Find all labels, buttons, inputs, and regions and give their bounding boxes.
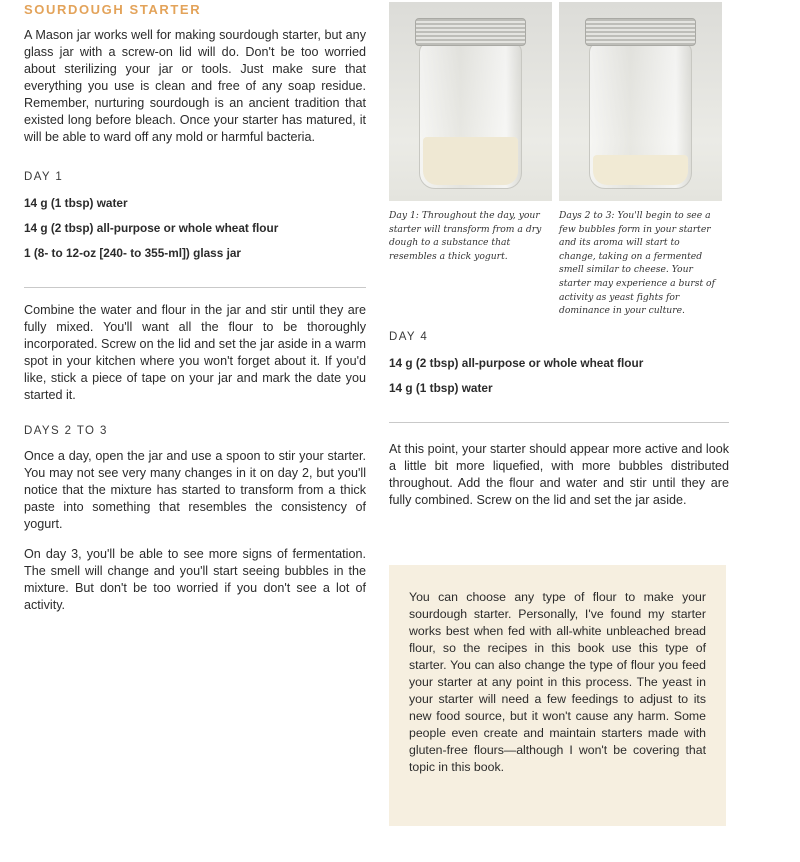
divider xyxy=(24,287,366,288)
day-1-ingredient-jar: 1 (8- to 12-oz [240- to 355-ml]) glass jar xyxy=(24,246,241,260)
days-2-3-paragraph-1: Once a day, open the jar and use a spoon to stir your starter. You may not see very many changes in it on day 2, but you'll notice that the mixture has started to transform from a thick paste into something that resembles the consistency of yogurt. xyxy=(24,449,366,531)
intro-paragraph: A Mason jar works well for making sourdough starter, but any glass jar with a screw-on lid will do. Don't be too worried about sterilizing your jar or tools. Just make sure that everything you use is clean and free of any soap residue. Remember, nurturing sourdough is an ancient tradition that existed long before bleach. Once your starter has matured, it will be able to ward off any mold or harmful bacteria. xyxy=(24,28,366,144)
jar-photo-day-1 xyxy=(389,2,552,201)
caption-day-1: Day 1: Throughout the day, your starter will transform from a dry dough to a substance that resembles a thick yogurt. xyxy=(389,210,542,262)
caption-days-2-3: Days 2 to 3: You'll begin to see a few bubbles form in your starter and its aroma will start to change, taking on a fermented smell similar to cheese. Your starter may experience a burst of activity as yeast fights for dominance in your culture. xyxy=(559,210,715,317)
day-1-instructions: Combine the water and flour in the jar and stir until they are fully mixed. You'll want all the flour to be thoroughly incorporated. Screw on the lid and set the jar aside in a warm spot in your kitchen where you won't forget about it. If you'd like, stick a piece of tape on your jar and mark the date you started it. xyxy=(24,303,366,402)
day-1-heading: DAY 1 xyxy=(24,171,64,183)
days-2-3-heading: DAYS 2 TO 3 xyxy=(24,425,108,437)
day-4-ingredient-flour: 14 g (2 tbsp) all-purpose or whole wheat flour xyxy=(389,355,644,370)
divider xyxy=(389,422,729,423)
section-title: SOURDOUGH STARTER xyxy=(24,2,202,17)
tip-text: You can choose any type of flour to make your sourdough starter. Personally, I've found my starter works best when fed with all-white unbleached bread flour, so the recipes in this book use this type of starter. You can also change the type of flour you feed your starter at any point in this process. The yeast in your starter will need a few feedings to adjust to its new food source, but it won't cause any harm. Some people even create and maintain starters made with gluten-free flours—although I won't be covering that topic in this book. xyxy=(409,590,706,774)
day-4-instructions: At this point, your starter should appear more active and look a little bit more liquefied, with more bubbles distributed throughout. Add the flour and water and stir until they are fully combined. Screw on the lid and set the jar aside. xyxy=(389,441,729,507)
jar-photos xyxy=(389,2,729,201)
tip-box xyxy=(389,565,726,826)
jar-photo-days-2-3 xyxy=(559,2,722,201)
left-column xyxy=(24,0,366,614)
day-1-ingredient-water: 14 g (1 tbsp) water xyxy=(24,196,128,210)
day-4-heading: DAY 4 xyxy=(389,330,429,343)
photo-captions xyxy=(389,209,729,318)
days-2-3-paragraph-2: On day 3, you'll be able to see more signs of fermentation. The smell will change and you'll start seeing bubbles in the mixture. But don't be too worried if you don't see a lot of activity. xyxy=(24,547,366,612)
day-4-ingredient-water: 14 g (1 tbsp) water xyxy=(389,380,493,395)
right-column xyxy=(389,0,729,509)
day-1-ingredient-flour: 14 g (2 tbsp) all-purpose or whole wheat flour xyxy=(24,221,279,235)
